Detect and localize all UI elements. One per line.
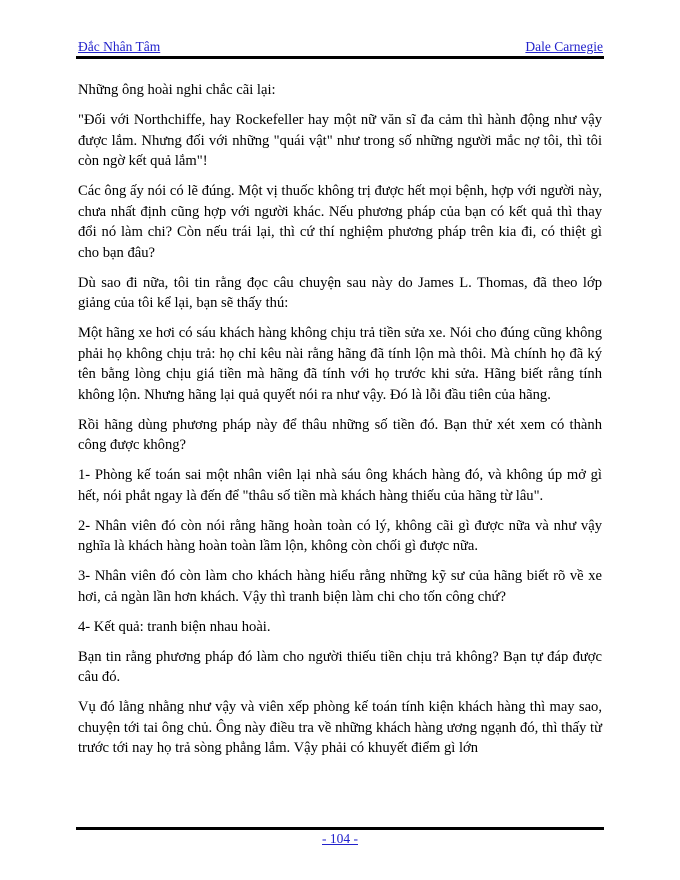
header-author: Dale Carnegie [525, 39, 603, 54]
paragraph: Những ông hoài nghi chắc cãi lại: [78, 82, 276, 98]
paragraph: Vụ đó lằng nhằng như vậy và viên xếp phòng kế toán tính kiện khách hàng thì may sao, chuyện tới tai ông chủ. Ông này điều tra về những khách hàng ương ngạnh đó, thì thấy từ trước tới nay họ trả sòng phẳng lắm. Vậy phải có khuyết điểm gì lớn [78, 699, 602, 756]
header-book-title: Đắc Nhân Tâm [78, 39, 161, 54]
paragraph: 4- Kết quả: tranh biện nhau hoài. [78, 618, 271, 635]
paragraph: Các ông ấy nói có lẽ đúng. Một vị thuốc không trị được hết mọi bệnh, hợp với người này, chưa nhất định cũng hợp với người khác. Nếu phương pháp của bạn có kết quả thì thay đổi nó làm chi? Còn nếu trái lại, thì cứ thí nghiệm phương pháp trên kia đi, có thiệt gì cho bạn đâu? [78, 183, 602, 261]
footer-rule [76, 827, 604, 830]
paragraph: 3- Nhân viên đó còn làm cho khách hàng hiểu rằng những kỹ sư của hãng biết rõ về xe hơi, cả ngàn lần hơn khách. Vậy thì tranh biện làm chi cho tốn công chứ? [78, 568, 602, 605]
page-header [78, 39, 603, 55]
paragraph: 2- Nhân viên đó còn nói rằng hãng hoàn toàn có lý, không cãi gì được nữa và như vậy nghĩa là khách hàng hoàn toàn lầm lộn, không còn chối gì được nữa. [78, 517, 602, 554]
page-number: - 104 - [322, 831, 358, 846]
page-content [78, 80, 602, 768]
paragraph: Dù sao đi nữa, tôi tin rằng đọc câu chuyện sau này do James L. Thomas, đã theo lớp giảng của tôi kể lại, bạn sẽ thấy thú: [78, 274, 602, 311]
paragraph: Một hãng xe hơi có sáu khách hàng không chịu trả tiền sửa xe. Nói cho đúng cũng không phải họ không chịu trả: họ chỉ kêu nài rằng hãng đã tính lộn mà thôi. Mà chính họ đã ký tên bằng lòng chịu giá tiền mà hãng đã tính với họ trước khi sửa. Hãng biết rằng tính không lộn. Nhưng hãng lại quả quyết nói ra như vậy. Đó là lỗi đầu tiên của hãng. [78, 325, 602, 403]
paragraph: "Đối với Northchiffe, hay Rockefeller hay một nữ văn sĩ đa cảm thì hành động như vậy được lắm. Nhưng đối với những "quái vật" như trong số những người mắc nợ tôi, thì tôi còn ngờ kết quả lắm"! [78, 112, 602, 169]
paragraph: Bạn tin rằng phương pháp đó làm cho người thiếu tiền chịu trả không? Bạn tự đáp được câu đó. [78, 648, 602, 685]
page-footer [0, 831, 680, 847]
paragraph: Rồi hãng dùng phương pháp này để thâu những số tiền đó. Bạn thử xét xem có thành công được không? [78, 416, 602, 453]
header-rule [76, 56, 604, 59]
paragraph: 1- Phòng kế toán sai một nhân viên lại nhà sáu ông khách hàng đó, và không úp mở gì hết, nói phắt ngay là đến để "thâu số tiền mà khách hàng thiếu của hãng từ lâu". [78, 467, 602, 504]
